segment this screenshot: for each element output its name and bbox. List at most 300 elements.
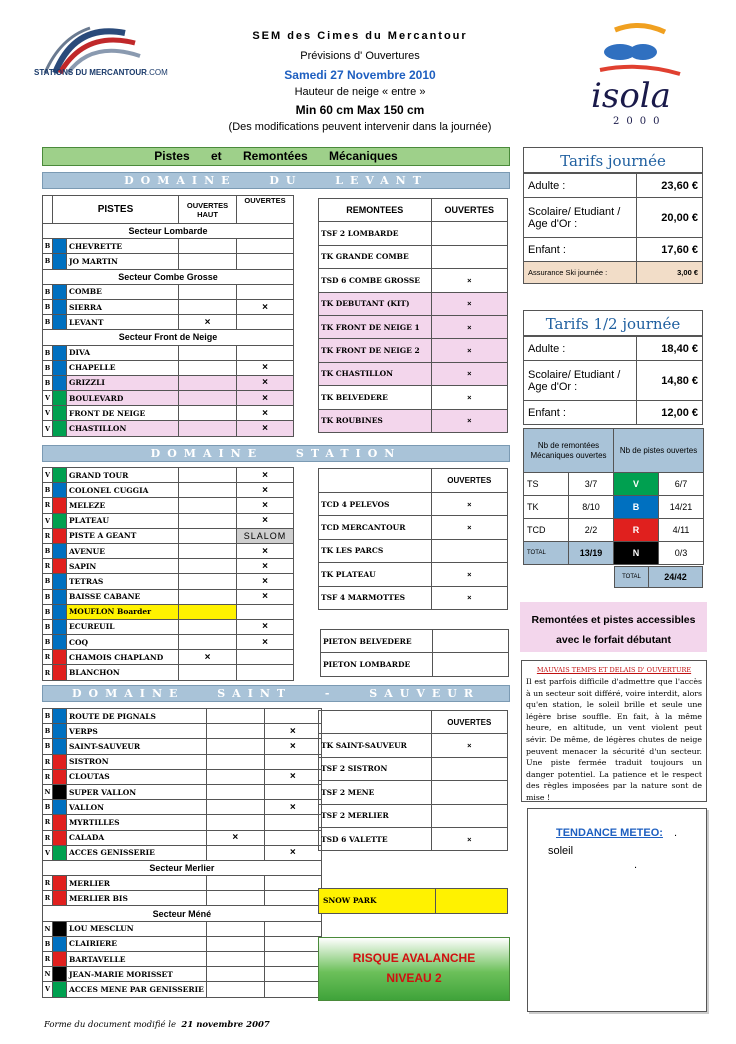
lift-open: × (431, 563, 507, 586)
piste-level: R (43, 830, 53, 845)
piste-level: N (43, 967, 53, 982)
piste-row (43, 815, 322, 830)
piste-open (237, 650, 294, 665)
piste-name: SAINT-SAUVEUR (67, 739, 207, 754)
piste-open-high (179, 254, 237, 269)
piste-open-high (206, 921, 264, 936)
piste-color-swatch (53, 513, 67, 528)
lift-name: PIETON BELVEDERE (321, 630, 433, 653)
stats-lift-value: 2/2 (569, 519, 614, 542)
piste-open-high (206, 845, 264, 860)
lift-name: TSD 6 VALETTE (319, 827, 432, 850)
stats-color-swatch: B (614, 496, 659, 519)
stats-color-swatch: N (614, 542, 659, 565)
debutant-line1: Remontées et pistes accessibles (531, 614, 696, 626)
piste-color-swatch (53, 239, 67, 254)
stats-lift-value: 8/10 (569, 496, 614, 519)
lift-open: × (431, 269, 507, 292)
piste-row (43, 784, 322, 799)
price-label: Enfant : (524, 401, 637, 425)
piste-name: FRONT DE NEIGE (67, 406, 179, 421)
piste-level: R (43, 815, 53, 830)
piste-color-swatch (53, 345, 67, 360)
piste-row (43, 345, 294, 360)
piste-open: × (237, 513, 294, 528)
piste-open-high (179, 483, 237, 498)
piste-color-swatch (53, 891, 67, 906)
piste-open: × (237, 483, 294, 498)
price-label: Adulte : (524, 174, 637, 198)
tarifs-journee-title: Tarifs journée (523, 147, 703, 173)
piste-open-high: × (179, 315, 237, 330)
piste-level: B (43, 239, 53, 254)
piste-color-swatch (53, 498, 67, 513)
lift-name: TSF 2 MERLIER (319, 804, 432, 827)
piste-row (43, 739, 322, 754)
piste-row (43, 952, 322, 967)
piste-open-high (179, 498, 237, 513)
piste-row (43, 665, 294, 680)
piste-row (43, 724, 322, 739)
piste-color-swatch (53, 604, 67, 619)
sauveur-open-header: OUVERTES (431, 711, 507, 734)
stats-total-row (614, 566, 703, 588)
lift-open: × (431, 586, 507, 609)
piste-color-swatch (53, 391, 67, 406)
piste-level: B (43, 724, 53, 739)
piste-open-high (179, 375, 237, 390)
piste-color-swatch (53, 739, 67, 754)
piste-name: TETRAS (67, 574, 179, 589)
stats-total-value: 24/42 (664, 572, 687, 582)
piste-open: × (237, 375, 294, 390)
piste-open-high (179, 589, 237, 604)
lift-open: × (431, 292, 507, 315)
piste-name: ACCES GENISSERIE (67, 845, 207, 860)
price-value: 3,00 € (637, 262, 703, 284)
piste-open (264, 754, 321, 769)
piste-level: V (43, 391, 53, 406)
piste-color-swatch (53, 665, 67, 680)
lift-name: TK GRANDE COMBE (319, 245, 432, 268)
price-row (524, 401, 703, 425)
lift-open: × (431, 386, 507, 409)
price-value: 14,80 € (637, 361, 703, 401)
piste-name: MYRTILLES (67, 815, 207, 830)
piste-name: JEAN-MARIE MORISSET (67, 967, 207, 982)
lift-name: TSF 2 MENE (319, 781, 432, 804)
lift-row (319, 804, 508, 827)
piste-open (264, 830, 321, 845)
piste-open (264, 876, 321, 891)
piste-open: × (237, 543, 294, 558)
piste-open: × (237, 406, 294, 421)
piste-color-swatch (53, 528, 67, 543)
piste-color-swatch (53, 967, 67, 982)
piste-level: R (43, 665, 53, 680)
lift-row (319, 292, 508, 315)
piste-open: × (264, 739, 321, 754)
piste-open-high (179, 421, 237, 436)
piste-row (43, 650, 294, 665)
piste-row (43, 635, 294, 650)
piste-open-high (179, 604, 237, 619)
piste-row (43, 360, 294, 375)
piste-row (43, 709, 322, 724)
piste-open (237, 665, 294, 680)
sector-label: Secteur Lombarde (43, 224, 294, 239)
piste-level: V (43, 468, 53, 483)
piste-open-high (179, 528, 237, 543)
piste-level: V (43, 513, 53, 528)
piste-color-swatch (53, 589, 67, 604)
piste-row (43, 769, 322, 784)
piste-level: B (43, 709, 53, 724)
price-row (524, 238, 703, 262)
piste-color-swatch (53, 800, 67, 815)
logo-right-sub: 2000 (613, 116, 667, 127)
sector-label: Secteur Merlier (43, 860, 322, 875)
piste-name: ECUREUIL (67, 619, 179, 634)
piste-level: B (43, 574, 53, 589)
footer-date: 21 novembre 2007 (181, 1020, 270, 1030)
piste-row (43, 468, 294, 483)
stats-lift-value: 13/19 (569, 542, 614, 565)
piste-level: B (43, 589, 53, 604)
piste-open: × (237, 391, 294, 406)
lift-row (319, 757, 508, 780)
debutant-line2: avec le forfait débutant (556, 634, 671, 646)
lift-name: TCD MERCANTOUR (319, 516, 432, 539)
snow-park-row (318, 888, 508, 914)
piste-color-swatch (53, 921, 67, 936)
lift-open (431, 781, 507, 804)
piste-row (43, 967, 322, 982)
tarifs-demi-title: Tarifs 1/2 journée (523, 310, 703, 336)
forecast-date: Samedi 27 Novembre 2010 (284, 68, 436, 82)
piste-row (43, 284, 294, 299)
tarifs-journee-table (523, 173, 703, 284)
logo-left-text: STATIONS DU MERCANTOUR (34, 68, 147, 77)
piste-name: VALLON (67, 800, 207, 815)
avalanche-risk (318, 937, 510, 1001)
piste-level: B (43, 739, 53, 754)
piste-color-swatch (53, 360, 67, 375)
piste-name: CHEVRETTE (67, 239, 179, 254)
sector-label: Secteur Combe Grosse (43, 269, 294, 284)
piste-color-swatch (53, 574, 67, 589)
piste-color-swatch (53, 754, 67, 769)
piste-open-high (179, 619, 237, 634)
piste-open-high (206, 784, 264, 799)
stats-lift-type: TK (524, 496, 569, 519)
piste-level: V (43, 845, 53, 860)
lift-name: TSF 2 LOMBARDE (319, 222, 432, 245)
lift-name: TK ROUBINES (319, 409, 432, 432)
piste-open-high (206, 967, 264, 982)
price-row (524, 361, 703, 401)
piste-color-swatch (53, 559, 67, 574)
piste-open: × (237, 299, 294, 314)
piste-open: × (237, 360, 294, 375)
piste-open-high: × (206, 830, 264, 845)
footer (44, 1020, 270, 1030)
stations-mercantour-logo (30, 18, 180, 88)
piste-level: B (43, 800, 53, 815)
footer-label: Forme du document modifié le (44, 1020, 176, 1030)
piste-level: R (43, 559, 53, 574)
piste-open-high (179, 665, 237, 680)
piste-name: BOULEVARD (67, 391, 179, 406)
meteo-dot2: . (634, 859, 638, 871)
piste-open-high (179, 284, 237, 299)
piste-open: × (237, 589, 294, 604)
price-row (524, 174, 703, 198)
piste-open: × (237, 635, 294, 650)
price-row (524, 337, 703, 361)
price-label: Enfant : (524, 238, 637, 262)
lift-open: × (431, 734, 507, 757)
sauveur-pistes-table (42, 708, 322, 998)
price-label: Scolaire/ Etudiant / Age d'Or : (524, 198, 637, 238)
lift-name: TK SAINT-SAUVEUR (319, 734, 432, 757)
piste-open-high (179, 635, 237, 650)
price-value: 17,60 € (637, 238, 703, 262)
lift-name: PIETON LOMBARDE (321, 653, 433, 676)
piste-name: ACCES MENE PAR GENISSERIE (67, 982, 207, 997)
piste-row (43, 315, 294, 330)
stats-pistes-value: 4/11 (659, 519, 704, 542)
domain-sauveur-banner: DOMAINE SAINT - SAUVEUR (42, 685, 510, 702)
sector-row (43, 330, 294, 345)
forecast-subtitle: Prévisions d' Ouvertures (300, 50, 420, 62)
piste-level: V (43, 421, 53, 436)
piste-level: B (43, 375, 53, 390)
piste-name: CALADA (67, 830, 207, 845)
piste-row (43, 936, 322, 951)
levant-pistes-table (42, 195, 294, 437)
piste-row (43, 891, 322, 906)
lift-row (319, 516, 508, 539)
piste-open (264, 891, 321, 906)
piste-open-high (206, 982, 264, 997)
lift-row (319, 362, 508, 385)
piste-open-high (206, 876, 264, 891)
lift-name: TCD 4 PELEVOS (319, 493, 432, 516)
snow-park-label: SNOW PARK (319, 889, 436, 913)
piste-row (43, 589, 294, 604)
piste-open-high (179, 360, 237, 375)
piste-name: COMBE (67, 284, 179, 299)
piste-open (264, 982, 321, 997)
piste-color-swatch (53, 650, 67, 665)
piste-color-swatch (53, 784, 67, 799)
piste-name: SUPER VALLON (67, 784, 207, 799)
piste-level: B (43, 284, 53, 299)
lift-name: TSF 4 MARMOTTES (319, 586, 432, 609)
piste-open-high (206, 709, 264, 724)
main-title: Pistes et Remontées Mécaniques (42, 147, 510, 166)
weather-notice-text: Il est parfois difficile d'admettre que l'accès à un secteur soit différé, voire interdit, alors qu'en station, le soleil brille et seule une légère brise souffle. En fait, à la même heure, en altitude, un vent violent peut sévir. De même, de légères chutes de neige peuvent menacer la sécurité d'un secteur. Une piste fermée traduit toujours un danger potentiel. La patience et le respect des règles imposées par la nature sont de mise ! (526, 677, 702, 802)
slalom-tag: SLALOM (237, 528, 294, 543)
notice: (Des modifications peuvent intervenir dans la journée) (228, 121, 492, 133)
piste-color-swatch (53, 936, 67, 951)
station-open-header: OUVERTES (431, 469, 507, 493)
piste-name: MERLIER (67, 876, 207, 891)
piste-name: CHASTILLON (67, 421, 179, 436)
piste-name: SISTRON (67, 754, 207, 769)
piste-open-high (179, 406, 237, 421)
meteo-box (527, 808, 707, 1012)
piste-level: B (43, 604, 53, 619)
lift-row (319, 781, 508, 804)
stats-pistes-value: 6/7 (659, 473, 704, 496)
piste-open-high (206, 800, 264, 815)
debutant-box (520, 602, 707, 652)
piste-open: × (237, 421, 294, 436)
piste-open (264, 952, 321, 967)
piste-open: × (264, 845, 321, 860)
piste-name: LEVANT (67, 315, 179, 330)
piste-color-swatch (53, 421, 67, 436)
piste-color-swatch (53, 468, 67, 483)
price-value: 12,00 € (637, 401, 703, 425)
sector-row (43, 224, 294, 239)
piste-open-high (179, 543, 237, 558)
price-value: 23,60 € (637, 174, 703, 198)
piste-name: CLOUTAS (67, 769, 207, 784)
stats-row (524, 519, 704, 542)
piste-open: × (264, 800, 321, 815)
piste-color-swatch (53, 845, 67, 860)
openings-stats-table (523, 428, 704, 565)
sector-row (43, 860, 322, 875)
stats-row (524, 542, 704, 565)
piste-name: LOU MESCLUN (67, 921, 207, 936)
piste-level: B (43, 936, 53, 951)
station-lifts-table (318, 468, 508, 610)
stats-lifts-header: Nb de remontées Mécaniques ouvertes (524, 429, 614, 473)
sector-row (43, 269, 294, 284)
stats-lift-type: TS (524, 473, 569, 496)
piste-open-high (206, 936, 264, 951)
piste-name: ROUTE DE PIGNALS (67, 709, 207, 724)
piste-row (43, 982, 322, 997)
piste-row (43, 800, 322, 815)
piste-row (43, 299, 294, 314)
lift-row (319, 734, 508, 757)
open-header: OUVERTES (237, 196, 294, 224)
piste-color-swatch (53, 254, 67, 269)
lift-open: × (431, 339, 507, 362)
piste-open-high (206, 952, 264, 967)
piste-open-high (179, 239, 237, 254)
piste-open-high (179, 345, 237, 360)
weather-notice-title: MAUVAIS TEMPS ET DELAIS D' OUVERTURE (536, 666, 692, 674)
price-label: Adulte : (524, 337, 637, 361)
price-row (524, 262, 703, 284)
piste-open: × (237, 498, 294, 513)
lift-row (319, 386, 508, 409)
lift-open (431, 539, 507, 562)
piste-level: B (43, 315, 53, 330)
isola-logo (585, 22, 695, 132)
meteo-title: TENDANCE METEO: (556, 827, 663, 839)
piste-color-swatch (53, 406, 67, 421)
lift-name: TSD 6 COMBE GROSSE (319, 269, 432, 292)
piste-level: R (43, 528, 53, 543)
piste-row (43, 574, 294, 589)
snow-title: Hauteur de neige « entre » (294, 86, 426, 98)
piste-open (264, 784, 321, 799)
lift-row (319, 222, 508, 245)
piste-open (264, 815, 321, 830)
piste-open (237, 239, 294, 254)
piste-level: R (43, 876, 53, 891)
piste-name: MOUFLON Boarder (67, 604, 179, 619)
piste-level: B (43, 483, 53, 498)
lift-row (319, 493, 508, 516)
piste-open-high (179, 574, 237, 589)
lifts-open-header: OUVERTES (431, 199, 507, 222)
lift-name: TK FRONT DE NEIGE 1 (319, 315, 432, 338)
piste-open-high (206, 754, 264, 769)
stats-pistes-value: 14/21 (659, 496, 704, 519)
piste-color-swatch (53, 876, 67, 891)
piste-level: B (43, 254, 53, 269)
sector-label: Secteur Méné (43, 906, 322, 921)
lift-row (321, 653, 509, 676)
stats-color-swatch: R (614, 519, 659, 542)
piste-color-swatch (53, 709, 67, 724)
stats-row (524, 473, 704, 496)
price-value: 18,40 € (637, 337, 703, 361)
lift-row (319, 539, 508, 562)
lift-name: TK FRONT DE NEIGE 2 (319, 339, 432, 362)
piste-row (43, 619, 294, 634)
piste-name: GRIZZLI (67, 375, 179, 390)
piste-open: × (264, 724, 321, 739)
piste-row (43, 528, 294, 543)
piste-level: V (43, 406, 53, 421)
lift-name: TSF 2 SISTRON (319, 757, 432, 780)
piste-level: B (43, 543, 53, 558)
piste-row (43, 254, 294, 269)
piste-open-high (206, 724, 264, 739)
piste-color-swatch (53, 375, 67, 390)
piste-level: R (43, 952, 53, 967)
piste-name: CHAPELLE (67, 360, 179, 375)
lift-open: × (431, 827, 507, 850)
piste-name: MELEZE (67, 498, 179, 513)
piste-open-high (179, 513, 237, 528)
piste-row (43, 406, 294, 421)
piste-name: BARTAVELLE (67, 952, 207, 967)
piste-color-swatch (53, 830, 67, 845)
piste-level: V (43, 982, 53, 997)
piste-name: BLANCHON (67, 665, 179, 680)
lift-name: TK BELVEDERE (319, 386, 432, 409)
piste-color-swatch (53, 724, 67, 739)
domain-levant-banner: DOMAINE DU LEVANT (42, 172, 510, 189)
lift-row (319, 245, 508, 268)
lift-open: × (431, 409, 507, 432)
lift-row (319, 339, 508, 362)
piste-open (237, 254, 294, 269)
piste-row (43, 845, 322, 860)
piste-open (237, 604, 294, 619)
piste-open: × (237, 619, 294, 634)
